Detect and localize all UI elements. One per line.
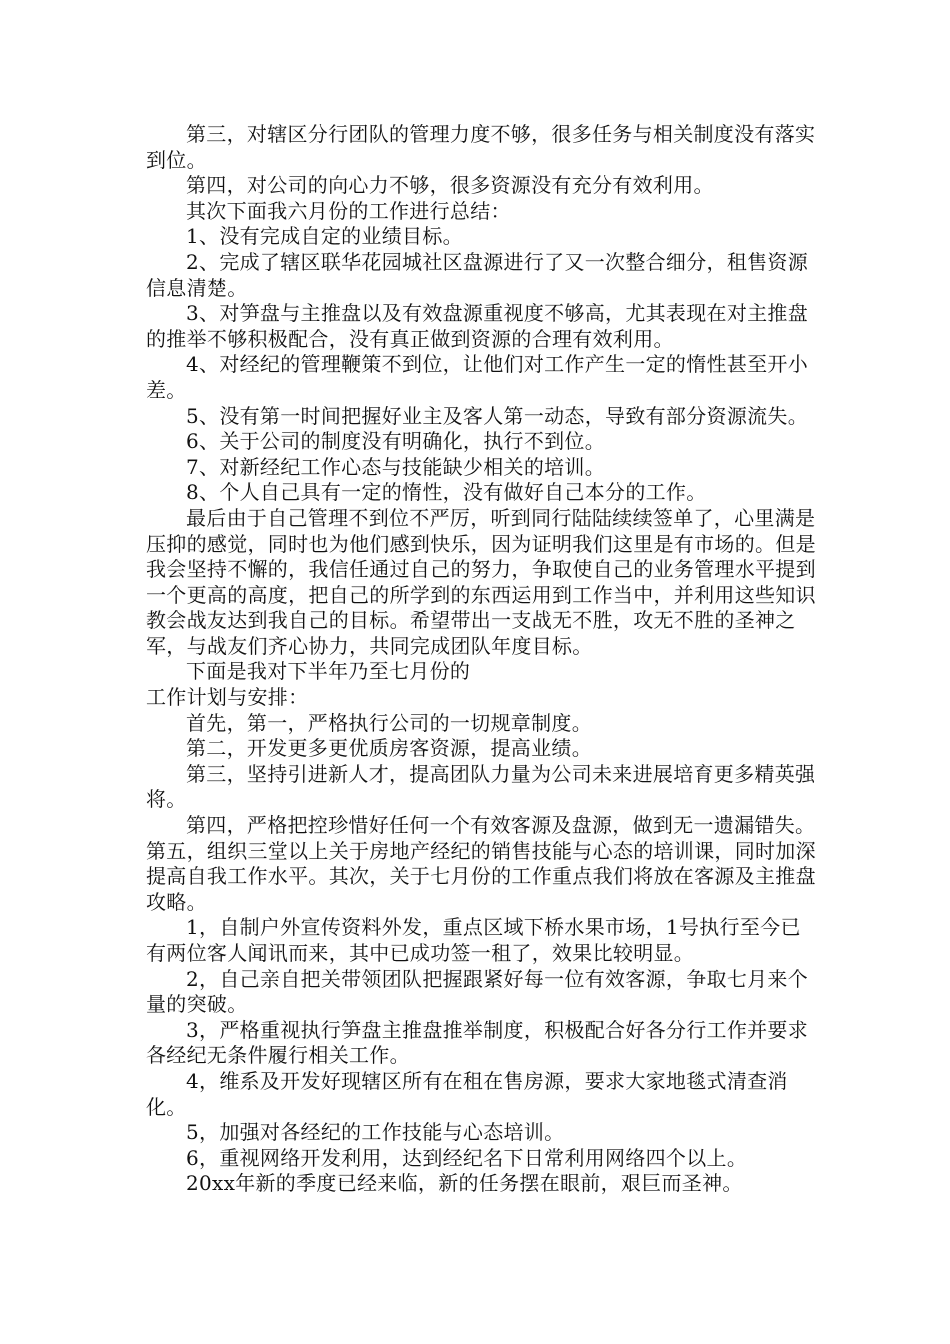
document-body <box>146 122 816 1197</box>
paragraph: 第二，开发更多更优质房客资源，提高业绩。 <box>186 736 592 761</box>
paragraph: 最后由于自己管理不到位不严厉，听到同行陆陆续续签单了，心里满是压抑的感觉，同时也为他们感到快乐，因为证明我们这里是有市场的。但是我会坚持不懈的，我信任通过自己的努力，争取使自己的业务管理水平提到一个更高的高度，把自己的所学到的东西运用到工作当中，并利用这些知识教会战友达到我自己的目标。希望带出一支战无不胜，攻无不胜的圣神之军，与战友们齐心协力，共同完成团队年度目标。 <box>146 505 816 658</box>
paragraph: 第三，坚持引进新人才，提高团队力量为公司未来进展培育更多精英强将。 <box>146 761 816 812</box>
paragraph: 第四，对公司的向心力不够，很多资源没有充分有效利用。 <box>186 173 714 198</box>
paragraph: 其次下面我六月份的工作进行总结： <box>186 198 511 223</box>
paragraph: 2，自己亲自把关带领团队把握跟紧好每一位有效客源，争取七月来个量的突破。 <box>146 966 809 1017</box>
paragraph: 5、没有第一时间把握好业主及客人第一动态，导致有部分资源流失。 <box>186 403 809 428</box>
paragraph: 第三，对辖区分行团队的管理力度不够，很多任务与相关制度没有落实到位。 <box>146 122 816 172</box>
paragraph: 3、对笋盘与主推盘以及有效盘源重视度不够高，尤其表现在对主推盘的推举不够积极配合，没有真正做到资源的合理有效利用。 <box>146 301 809 351</box>
paragraph: 1，自制户外宣传资料外发，重点区域下桥水果市场，1号执行至今已有两位客人闻讯而来，其中已成功签一租了，效果比较明显。 <box>146 915 801 965</box>
paragraph: 8、个人自己具有一定的惰性，没有做好自己本分的工作。 <box>186 480 707 505</box>
paragraph: 下面是我对下半年乃至七月份的 <box>186 659 471 684</box>
paragraph: 5，加强对各经纪的工作技能与心态培训。 <box>186 1120 565 1145</box>
paragraph: 4、对经纪的管理鞭策不到位，让他们对工作产生一定的惰性甚至开小差。 <box>146 352 809 402</box>
paragraph: 2、完成了辖区联华花园城社区盘源进行了又一次整合细分，租售资源信息清楚。 <box>146 249 809 300</box>
paragraph: 3，严格重视执行笋盘主推盘推举制度，积极配合好各分行工作并要求各经纪无条件履行相关工作。 <box>146 1017 809 1068</box>
paragraph: 工作计划与安排： <box>146 685 309 710</box>
paragraph: 7、对新经纪工作心态与技能缺少相关的培训。 <box>186 454 606 479</box>
paragraph: 6，重视网络开发利用，达到经纪名下日常利用网络四个以上。 <box>186 1145 748 1170</box>
paragraph: 首先，第一，严格执行公司的一切规章制度。 <box>186 710 592 735</box>
paragraph: 20xx年新的季度已经来临，新的任务摆在眼前，艰巨而圣神。 <box>186 1171 743 1196</box>
paragraph: 1、没有完成自定的业绩目标。 <box>186 224 463 249</box>
paragraph: 4，维系及开发好现辖区所有在租在售房源，要求大家地毯式清查消化。 <box>146 1068 788 1119</box>
paragraph: 第四，严格把控珍惜好任何一个有效客源及盘源，做到无一遗漏错失。第五，组织三堂以上关于房地产经纪的销售技能与心态的培训课，同时加深提高自我工作水平。其次，关于七月份的工作重点我们将放在客源及主推盘攻略。 <box>146 813 816 914</box>
paragraph: 6、关于公司的制度没有明确化，执行不到位。 <box>186 429 606 454</box>
